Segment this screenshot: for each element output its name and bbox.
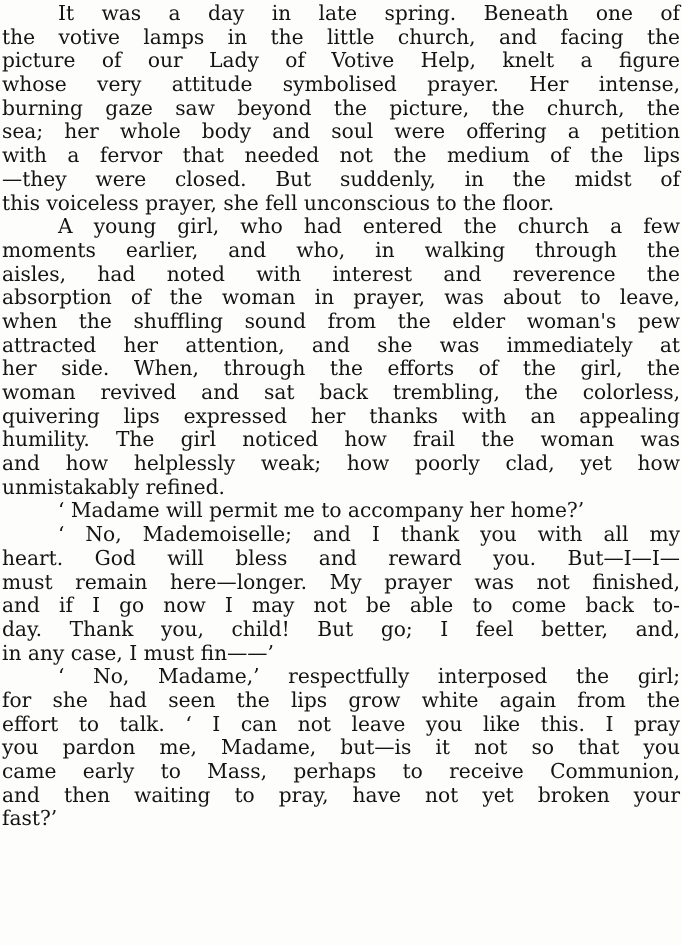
paragraph-1 xyxy=(2,2,680,215)
text-line: ‘ No, Mademoiselle; and I thank you with all my xyxy=(58,522,680,547)
text-line: you pardon me, Madame, but—is it not so that you xyxy=(2,735,680,760)
text-line: and then waiting to pray, have not yet broken your xyxy=(2,782,680,807)
text-line: and how helplessly weak; how poorly clad, yet how xyxy=(2,451,680,476)
text-line: ‘ No, Madame,’ respectfully interposed the girl; xyxy=(58,664,680,689)
text-line: quivering lips expressed her thanks with an appealing xyxy=(2,403,680,428)
text-line: and if I go now I may not be able to come back to- xyxy=(2,593,680,618)
text-line: absorption of the woman in prayer, was about to leave, xyxy=(2,285,680,310)
body-text xyxy=(2,2,680,831)
text-line: fast?’ xyxy=(2,806,58,831)
text-line: aisles, had noted with interest and reverence the xyxy=(2,261,680,286)
text-line: unmistakably refined. xyxy=(2,474,225,499)
text-line: humility. The girl noticed how frail the woman was xyxy=(2,427,680,452)
text-line: for she had seen the lips grow white again from the xyxy=(2,687,680,712)
text-line: picture of our Lady of Votive Help, knelt a figure xyxy=(2,48,680,73)
paragraph-4 xyxy=(2,523,680,665)
text-line: day. Thank you, child! But go; I feel better, and, xyxy=(2,616,680,641)
paragraph-5 xyxy=(2,665,680,831)
text-line: came early to Mass, perhaps to receive Communion, xyxy=(2,759,680,783)
text-line: effort to talk. ‘ I can not leave you like this. I pray xyxy=(2,711,680,736)
text-line: this voiceless prayer, she fell unconscious to the floor. xyxy=(2,190,555,215)
text-line: moments earlier, and who, in walking through the xyxy=(2,237,680,262)
text-line: the votive lamps in the little church, and facing the xyxy=(2,24,680,49)
text-line: attracted her attention, and she was immediately at xyxy=(2,332,680,357)
text-line: whose very attitude symbolised prayer. Her intense, xyxy=(2,72,680,97)
paragraph-2 xyxy=(2,215,680,499)
text-line: —they were closed. But suddenly, in the midst of xyxy=(2,166,680,191)
text-line: sea; her whole body and soul were offering a petition xyxy=(2,119,680,144)
text-line: A young girl, who had entered the church a few xyxy=(58,214,680,239)
text-line: her side. When, through the efforts of the girl, the xyxy=(2,356,680,381)
paragraph-3 xyxy=(2,499,680,523)
text-line: burning gaze saw beyond the picture, the church, the xyxy=(2,95,680,120)
text-line: with a fervor that needed not the medium of the lips xyxy=(2,143,680,168)
text-line: in any case, I must fin——’ xyxy=(2,640,274,665)
text-line: heart. God will bless and reward you. But—I—I— xyxy=(2,545,680,570)
text-line: must remain here—longer. My prayer was not finished, xyxy=(2,569,680,594)
text-line: ‘ Madame will permit me to accompany her home?’ xyxy=(58,498,585,523)
text-line: It was a day in late spring. Beneath one of xyxy=(58,1,680,25)
text-line: woman revived and sat back trembling, the colorless, xyxy=(2,380,680,404)
text-line: when the shuffling sound from the elder woman's pew xyxy=(2,308,680,333)
